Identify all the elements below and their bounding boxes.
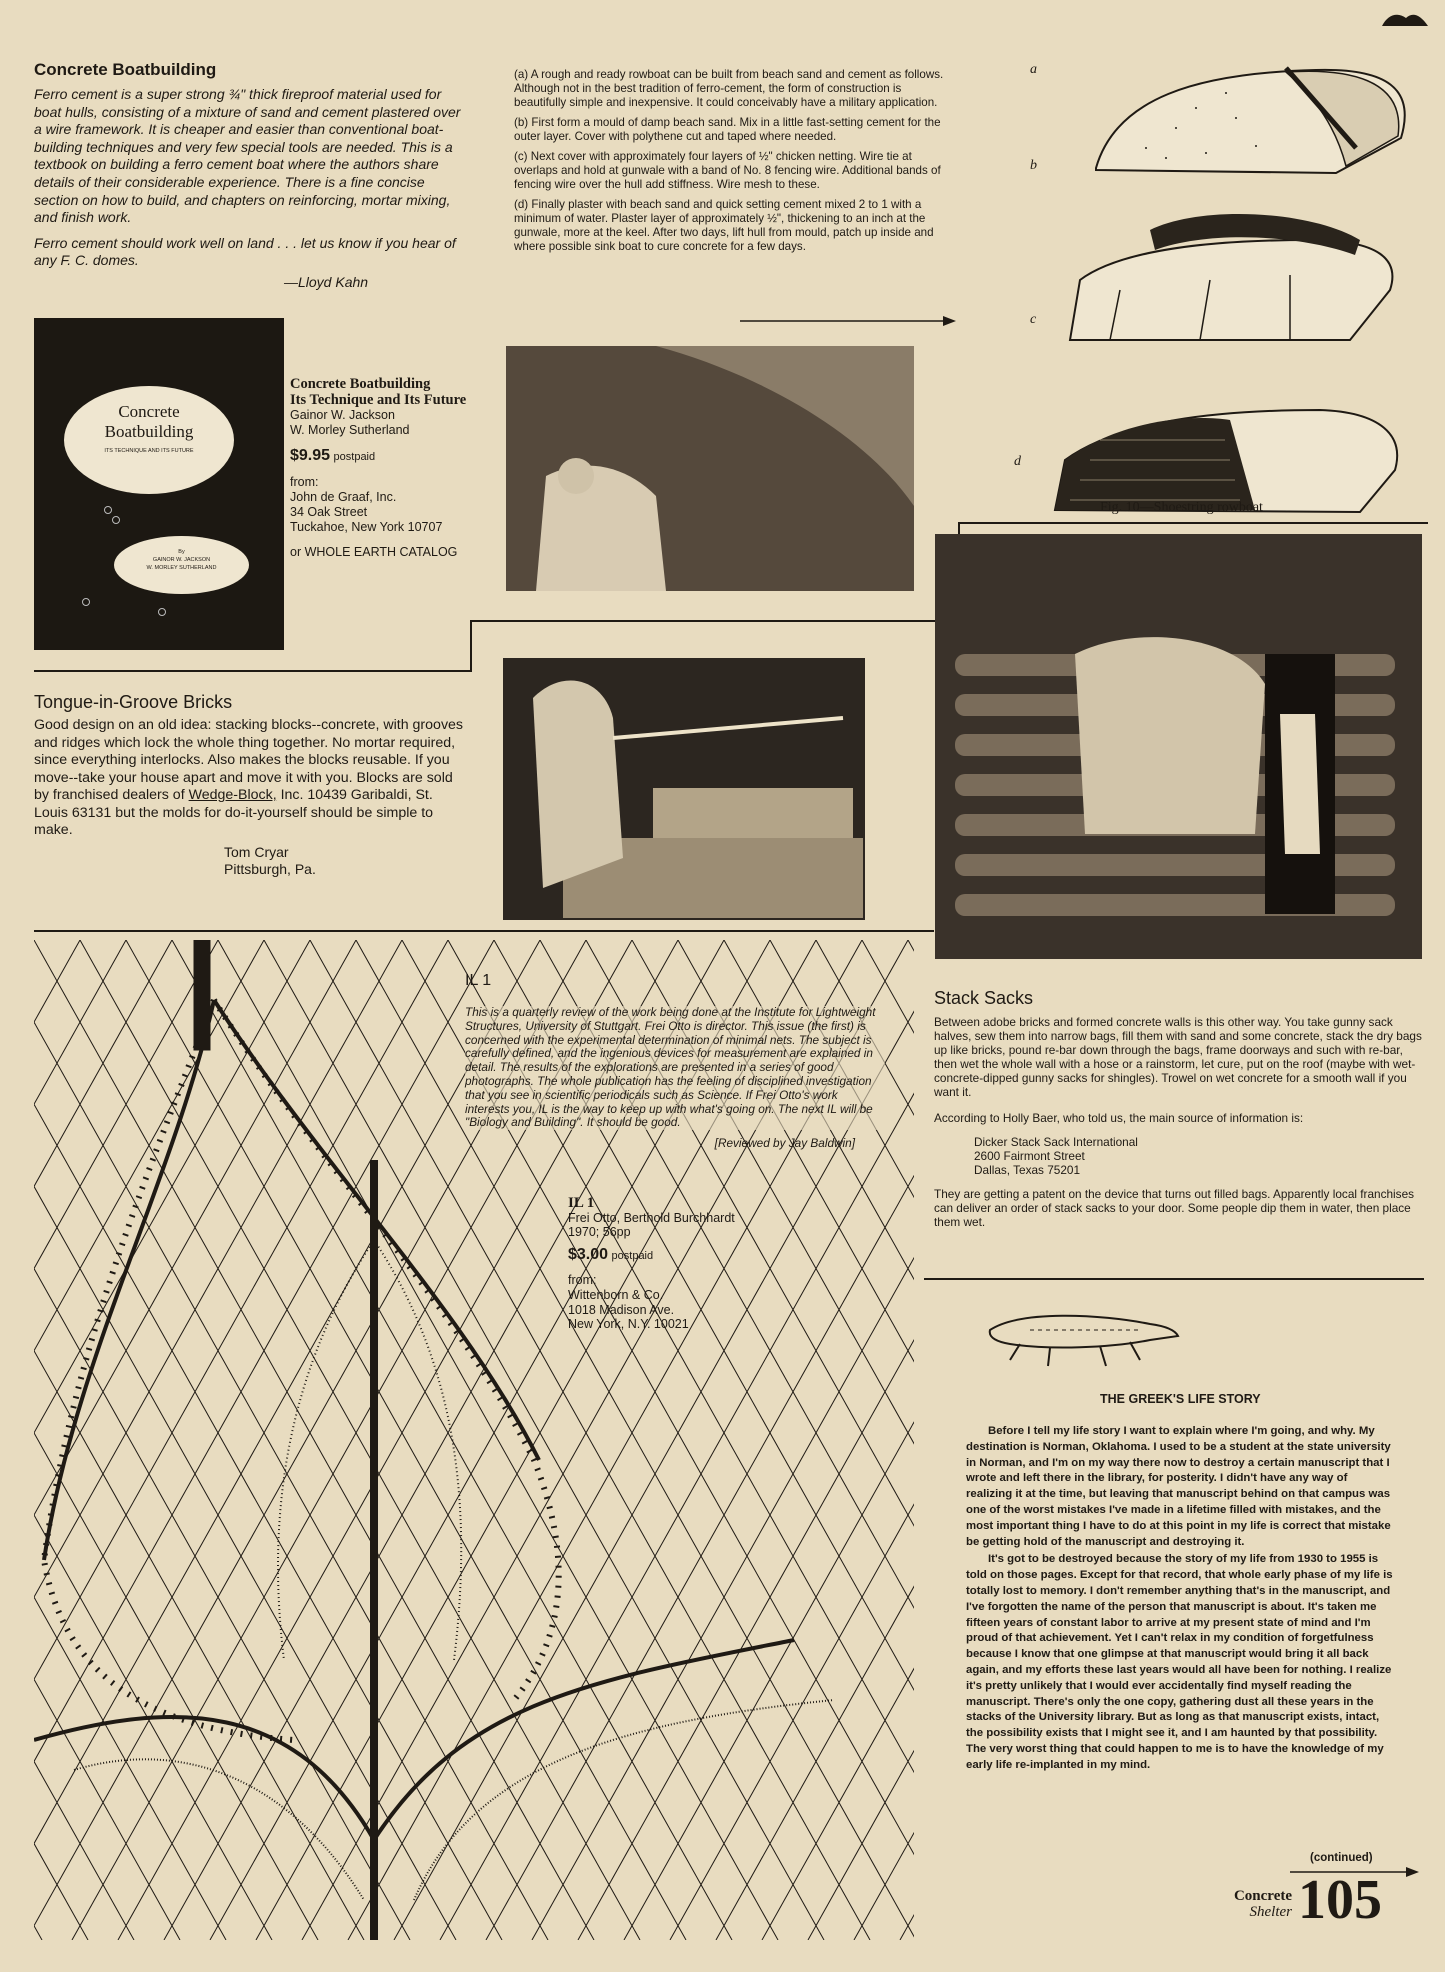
cover-author-2: W. MORLEY SUTHERLAND — [146, 565, 217, 571]
divider-line — [470, 620, 472, 670]
stack-sacks-street: 2600 Fairmont Street — [974, 1149, 1085, 1163]
il1-meta: 1970; 56pp — [568, 1225, 631, 1240]
stack-sacks-outro: They are getting a patent on the device that turns out filled bags. Apparently local franchises can deliver an order of stack sacks to your door. Some people dip them in water, then place them wet. — [934, 1187, 1415, 1229]
photo-stack-sacks-wall — [935, 534, 1422, 959]
book-cover — [34, 318, 284, 650]
concrete-boatbuilding-section — [34, 60, 464, 292]
section-heading: Concrete Boatbuilding — [34, 60, 217, 79]
photo-plastering-hull — [506, 346, 914, 591]
net-strand — [34, 940, 180, 1940]
book-author-2: W. Morley Sutherland — [290, 423, 410, 437]
il1-title: IL 1 — [568, 1195, 595, 1211]
net-strand — [34, 940, 172, 1940]
alligator-icon — [980, 1300, 1180, 1380]
il1-street: 1018 Madison Ave. — [568, 1302, 675, 1317]
section-label-1: Concrete — [1233, 1888, 1292, 1904]
tongue-groove-author: Tom Cryar — [224, 843, 289, 860]
net-strand — [34, 940, 310, 1940]
il1-authors: Frei Otto, Berthold Burchhardt — [568, 1210, 735, 1225]
tongue-groove-text-1: Good design on an old idea: stacking blocks--concrete, with grooves and ridges which lock the whole thing together. No mortar required, since everything interlocks. Also makes the blocks reusable. If you move--take your house apart and move it with you. Blocks are sold by franchised dealers of — [34, 717, 464, 803]
net-strand — [34, 940, 494, 1940]
divider-line — [470, 620, 960, 622]
book-title-1: Concrete Boatbuilding — [290, 376, 431, 392]
step-c: (c) Next cover with approximately four layers of ½" chicken netting. Wire tie at overlaps and hold at gunwale with a band of No. 8 fencing wire. Additional bands of fencing wire over the hull add stiffness. Wire mesh to these. — [514, 150, 941, 191]
il1-price-note: postpaid — [611, 1249, 654, 1262]
arrow-right-icon — [740, 314, 958, 328]
stack-sacks-text: Between adobe bricks and formed concrete walls is this other way. You take gunny sack halves, sew them into narrow bags, fill them with sand and some concrete, stack the dry bags up like bricks, pound re-bar down through the bags, frame doorways and such with re-bar, then wet the whole wall with a hose or a rainstorm, let cure, put on the roof (maybe with wet-concrete-dipped gunny sacks for shingles). Trowel on wet concrete for a smooth wall if you want it. — [934, 1015, 1422, 1099]
publisher-street: 34 Oak Street — [290, 505, 368, 519]
tongue-groove-section — [34, 692, 466, 879]
book-title-2: Its Technique and Its Future — [290, 392, 467, 408]
section-heading: IL 1 — [465, 972, 492, 989]
boat-drawing-b — [1060, 200, 1410, 350]
net-strand — [34, 940, 402, 1940]
ink-smudge-icon — [1380, 8, 1430, 30]
il1-book-info — [568, 1196, 798, 1332]
boat-drawing-a — [1086, 58, 1426, 178]
il1-city: New York, N.Y. 10021 — [568, 1317, 689, 1332]
continued-label: (continued) — [1310, 1852, 1373, 1864]
land-note: Ferro cement should work well on land . . . let us know if you hear of any F. C. domes. — [34, 234, 456, 269]
rowboat-figure — [1014, 50, 1410, 520]
rowboat-steps — [514, 68, 954, 254]
stack-sacks-city: Dallas, Texas 75201 — [974, 1163, 1081, 1177]
stack-sacks-source-intro: According to Holly Baer, who told us, the main source of information is: — [934, 1111, 1304, 1125]
photo-stacking-blocks — [503, 658, 865, 920]
cover-title-line1: Concrete — [118, 402, 180, 421]
fig-letter-b: b — [1030, 158, 1037, 173]
cover-by: By — [178, 549, 185, 555]
cover-dot — [158, 608, 166, 616]
cover-dot — [104, 506, 112, 514]
stack-sacks-company: Dicker Stack Sack International — [974, 1135, 1138, 1149]
section-heading: Stack Sacks — [934, 988, 1034, 1008]
stack-sacks-section — [934, 988, 1428, 1229]
il1-price-line — [568, 1245, 798, 1264]
net-strand — [34, 940, 456, 1940]
greek-story — [966, 1424, 1396, 1774]
intro-text: Ferro cement is a super strong ¾" thick fireproof material used for boat hulls, consisting of a mixture of sand and cement plastered over a wire framework. It is cheaper and easier than conventional boat-building techniques and very few special tools are needed. This is a textbook on building a ferro cement boat where the authors share details of their considerable experience. There is a fine concise section on how to build, and chapters on reinforcing, mortar mixing, and finish work. — [34, 86, 461, 226]
net-strand — [34, 940, 356, 1940]
il1-publisher: Wittenborn & Co. — [568, 1287, 664, 1302]
from-label: from: — [290, 475, 319, 489]
il1-price: $3.00 — [568, 1245, 609, 1263]
divider-line — [958, 522, 1428, 524]
il1-reviewer: [Reviewed by Jay Baldwin] — [714, 1136, 855, 1151]
book-price-note: postpaid — [333, 451, 376, 463]
cover-author-oval — [114, 536, 249, 594]
publisher-city: Tuckahoe, New York 10707 — [290, 520, 443, 534]
tongue-groove-location: Pittsburgh, Pa. — [224, 861, 316, 878]
fig-letter-d: d — [1014, 454, 1021, 469]
step-a: (a) A rough and ready rowboat can be built from beach sand and cement as follows. Although not in the best tradition of ferro-cement, the form of construction is beautifully simple and inexpensive. It could conceivably have a military application. — [514, 68, 944, 109]
publisher-name: John de Graaf, Inc. — [290, 490, 397, 504]
tongue-groove-text-2: Inc. 10439 Garibaldi, St. Louis 63131 but the molds for do-it-yourself should be simple to make. — [34, 787, 434, 838]
divider-line — [34, 670, 472, 672]
cover-dot — [112, 516, 120, 524]
page-number: 105 — [1298, 1869, 1382, 1931]
greek-heading: THE GREEK'S LIFE STORY — [1100, 1392, 1261, 1406]
book-price-line — [290, 448, 505, 465]
net-strand — [34, 940, 80, 1940]
net-strand — [908, 940, 914, 1940]
book-info — [290, 376, 505, 560]
cover-title-line2: Boatbuilding — [104, 422, 194, 441]
alt-source: or WHOLE EARTH CATALOG — [290, 545, 458, 559]
wedge-block-name: Wedge-Block, — [188, 787, 277, 803]
signature: —Lloyd Kahn — [284, 273, 369, 290]
step-b: (b) First form a mould of damp beach sand. Mix in a little fast-setting cement for the outer layer. Cover with polythene cut and taped where needed. — [514, 116, 941, 143]
boat-drawing-d — [1040, 380, 1410, 520]
tongue-groove-text — [34, 717, 466, 840]
section-heading: Tongue-in-Groove Bricks — [34, 692, 233, 712]
fig-caption: Fig. 10—Shoestring rowboat — [1100, 500, 1263, 515]
book-author-1: Gainor W. Jackson — [290, 408, 395, 422]
divider-line — [924, 1278, 1424, 1280]
section-label-2: Shelter — [1249, 1904, 1292, 1920]
divider-line — [34, 930, 934, 932]
il1-section — [465, 972, 885, 1150]
fig-letter-c: c — [1030, 312, 1037, 327]
il1-from-label: from: — [568, 1273, 597, 1288]
cover-title-oval — [64, 386, 234, 494]
cover-subtitle: ITS TECHNIQUE AND ITS FUTURE — [104, 448, 194, 454]
cover-dot — [82, 598, 90, 606]
greek-paragraph-1: Before I tell my life story I want to explain where I'm going, and why. My destination is Norman, Oklahoma. I used to be a student at the state university in Norman, and I'm on my way there now to destroy a certain manuscript that I wrote and left there in the library, for posterity. I didn't have any way of realizing it at the time, but leaving that manuscript behind on that campus was one of the worst mistakes I've made in a lifetime filled with mistakes, and the most important thing I have to do at this point in my life is correct that mistake be getting hold of the manuscript and destroying it. — [966, 1425, 1391, 1548]
il1-review: This is a quarterly review of the work being done at the Institute for Lightweight Structures, University of Stuttgart. Frei Otto is director. This issue (the first) is concerned with the experimental determination of minimal nets. The subject is carefully defined, and the ingenious devices for measurement are explained in detail. The results of the explorations are presented in a series of good photographs. The whole publication has the feeling of disciplined investigation that you see in scientific periodicals such as Science. If Frei Otto's work interests you, IL is the way to keep up with what's going on. The next IL will be "Biology and Building". It should be good. — [465, 1006, 885, 1130]
net-strand — [34, 940, 126, 1940]
section-label — [1212, 1888, 1292, 1920]
book-price: $9.95 — [290, 447, 331, 464]
fig-letter-a: a — [1030, 62, 1037, 77]
step-d: (d) Finally plaster with beach sand and quick setting cement mixed 2 to 1 with a minimum of water. Plaster layer of approximately ½", thickening to an inch at the gunwale, more at the keel. After two days, lift hull from mould, patch up inside and where possible sink boat to cure concrete for a few days. — [514, 198, 934, 253]
greek-paragraph-2: It's got to be destroyed because the story of my life from 1930 to 1955 is told on those pages. Except for that record, that whole early phase of my life is totally lost to memory. I don't remember anything that's in the manuscript, and I've forgotten the name of the person that manuscript is about. It's taken me fifteen years of constant labor to arrive at my present state of mind and I'm proud of that achievement. Yet I can't relax in my condition of forgetfulness because I know that one glimpse at that manuscript would bring it all back again, and my efforts these last years would all have been for nothing. I realize it's pretty unlikely that I would ever accidentally find myself reading the manuscript. There's only the one copy, gathering dust all these years in the stacks of the University library. But as long as that manuscript exists, intact, the possibility exists that I might see it, and I am haunted by that possibility. The very worst thing that could happen to me is to have the knowledge of my early life re-implanted in my mind. — [966, 1553, 1393, 1771]
cover-author-1: GAINOR W. JACKSON — [152, 557, 211, 563]
